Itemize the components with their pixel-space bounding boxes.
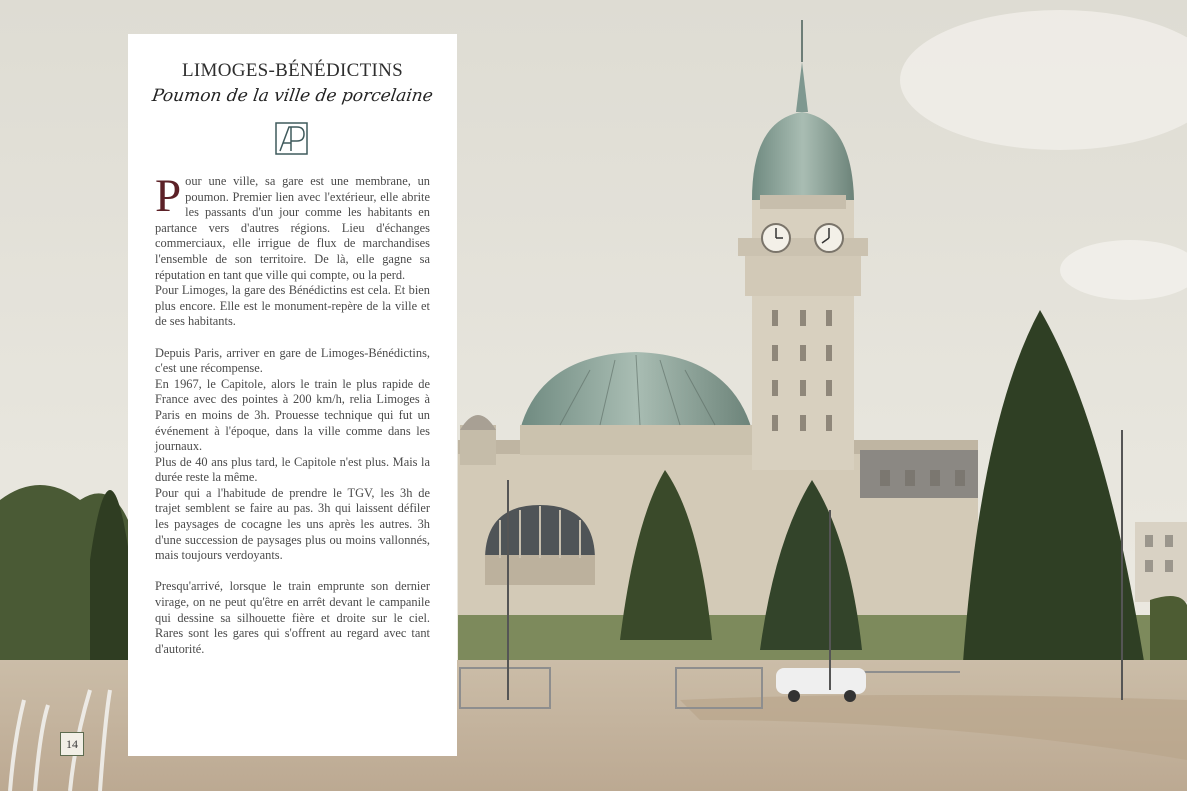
article-card [128,34,457,756]
drop-cap: P [155,170,182,222]
paragraph-spacer [155,330,430,346]
paragraph: Pour qui a l'habitude de prendre le TGV, les 3h de trajet semblent se faire au pas. 3h qui laissent défiler les paysages de cocagne les uns après les autres. 3h d'une succession de paysages plus ou moins vallonnés, mais toujours verdoyants. [155,485,430,563]
article-subtitle: Poumon de la ville de porcelaine [150,86,435,106]
paragraph-spacer [155,564,430,580]
paragraph: Pour une ville, sa gare est une membrane, un poumon. Premier lien avec l'extérieur, elle abrite les passants d'un jour comme les habitants en partance vers d'autres régions. Lieu d'échanges commerciaux, elle irrigue de flux de marchandises l'ensemble de son territoire. De là, elle gagne sa réputation en tant que ville qui compte, ou la perd. [155,170,430,282]
page-number: 14 [60,732,84,756]
white-car [776,668,866,694]
paragraph: Plus de 40 ans plus tard, le Capitole n'est plus. Mais la durée reste la même. [155,454,430,485]
ap-monogram-icon [275,122,308,155]
paragraph: Pour Limoges, la gare des Bénédictins est cela. Et bien plus encore. Elle est le monument-repère de la ville et de ses habitants. [155,283,430,329]
paragraph: Depuis Paris, arriver en gare de Limoges-Bénédictins, c'est une récompense. [155,345,430,376]
paragraph: En 1967, le Capitole, alors le train le plus rapide de France avec des pointes à 200 km/h, relia Limoges à Paris en moins de 3h. Prouesse technique qui fut un événement à l'époque, dans la ville comme dans les journaux. [155,376,430,454]
article-body [155,170,430,657]
paragraph: Presqu'arrivé, lorsque le train emprunte son dernier virage, on ne peut qu'être en arrêt devant le campanile qui dessine sa silhouette fière et droite sur le ciel. Rares sont les gares qui s'offrent au regard avec tant d'autorité. [155,579,430,656]
article-title: LIMOGES-BÉNÉDICTINS [181,60,404,81]
